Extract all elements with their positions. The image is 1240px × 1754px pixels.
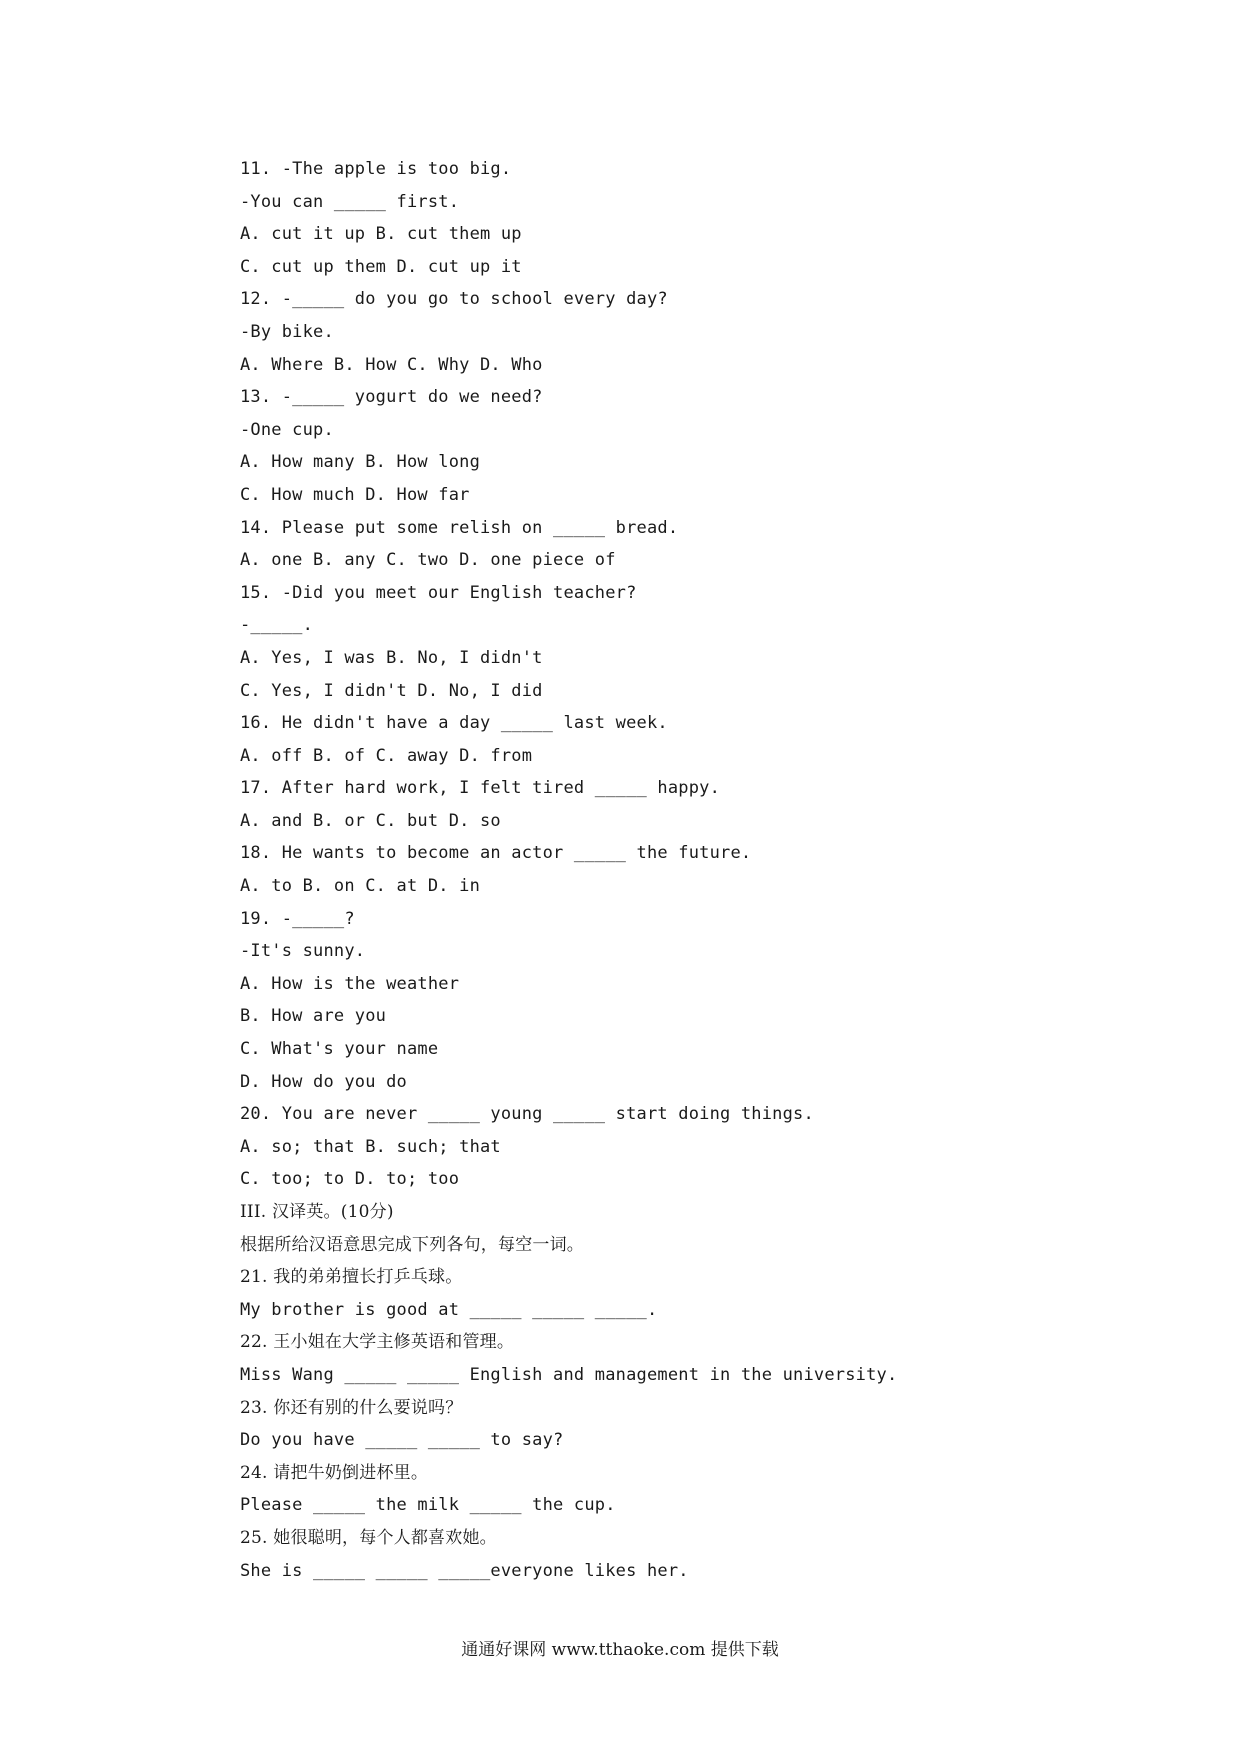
q22-english: Miss Wang _____ _____ English and management in the university.	[240, 1364, 898, 1385]
q14-options: A. one B. any C. two D. one piece of	[240, 550, 616, 571]
q23-english: Do you have _____ _____ to say?	[240, 1430, 564, 1451]
q11-reply: -You can _____ first.	[240, 191, 460, 212]
q24-english: Please _____ the milk _____ the cup.	[240, 1495, 616, 1516]
q12-reply: -By bike.	[240, 321, 334, 342]
q11-stem: 11. -The apple is too big.	[240, 159, 512, 179]
q18-stem: 18. He wants to become an actor _____ the future.	[240, 843, 752, 864]
q20-stem: 20. You are never _____ young _____ start doing things.	[240, 1104, 814, 1125]
q14-stem: 14. Please put some relish on _____ bread.	[240, 517, 679, 538]
q19-option-a: A. How is the weather	[240, 973, 460, 994]
q11-options-ab: A. cut it up B. cut them up	[240, 224, 522, 245]
q19-reply: -It's sunny.	[240, 941, 366, 962]
section-iii-instructions: 根据所给汉语意思完成下列各句，每空一词。	[240, 1234, 584, 1255]
q23-chinese: 23. 你还有别的什么要说吗？	[240, 1397, 463, 1418]
q22-chinese: 22. 王小姐在大学主修英语和管理。	[240, 1332, 515, 1353]
q17-stem: 17. After hard work, I felt tired _____ happy.	[240, 778, 721, 799]
q21-english: My brother is good at _____ _____ _____.	[240, 1299, 658, 1320]
q15-reply: -_____.	[240, 615, 314, 636]
question-list	[240, 153, 1140, 1587]
q11-options-cd: C. cut up them D. cut up it	[240, 256, 522, 277]
q19-option-d: D. How do you do	[240, 1071, 407, 1092]
q12-stem: 12. -_____ do you go to school every day?	[240, 289, 668, 310]
q12-options: A. Where B. How C. Why D. Who	[240, 354, 543, 375]
q13-options-cd: C. How much D. How far	[240, 484, 470, 505]
q18-options: A. to B. on C. at D. in	[240, 876, 481, 897]
q16-stem: 16. He didn't have a day _____ last week.	[240, 713, 668, 734]
q25-chinese: 25. 她很聪明，每个人都喜欢她。	[240, 1527, 497, 1548]
q15-stem: 15. -Did you meet our English teacher?	[240, 582, 637, 603]
q20-options-cd: C. too; to D. to; too	[240, 1169, 460, 1190]
q17-options: A. and B. or C. but D. so	[240, 810, 501, 831]
footer-source: 通通好课网 www.tthaoke.com 提供下载	[461, 1640, 779, 1660]
section-iii-heading: III. 汉译英。(10分)	[240, 1202, 394, 1222]
q15-options-ab: A. Yes, I was B. No, I didn't	[240, 647, 543, 668]
q15-options-cd: C. Yes, I didn't D. No, I did	[240, 680, 543, 701]
q20-options-ab: A. so; that B. such; that	[240, 1136, 501, 1157]
q25-english: She is _____ _____ _____everyone likes her.	[240, 1560, 689, 1581]
q13-options-ab: A. How many B. How long	[240, 452, 481, 473]
q19-stem: 19. -_____?	[240, 908, 355, 929]
q13-reply: -One cup.	[240, 419, 334, 440]
q24-chinese: 24. 请把牛奶倒进杯里。	[240, 1462, 429, 1483]
q19-option-b: B. How are you	[240, 1006, 387, 1027]
q16-options: A. off B. of C. away D. from	[240, 745, 533, 766]
q19-option-c: C. What's your name	[240, 1039, 439, 1060]
q21-chinese: 21. 我的弟弟擅长打乒乓球。	[240, 1267, 463, 1288]
q13-stem: 13. -_____ yogurt do we need?	[240, 387, 543, 408]
